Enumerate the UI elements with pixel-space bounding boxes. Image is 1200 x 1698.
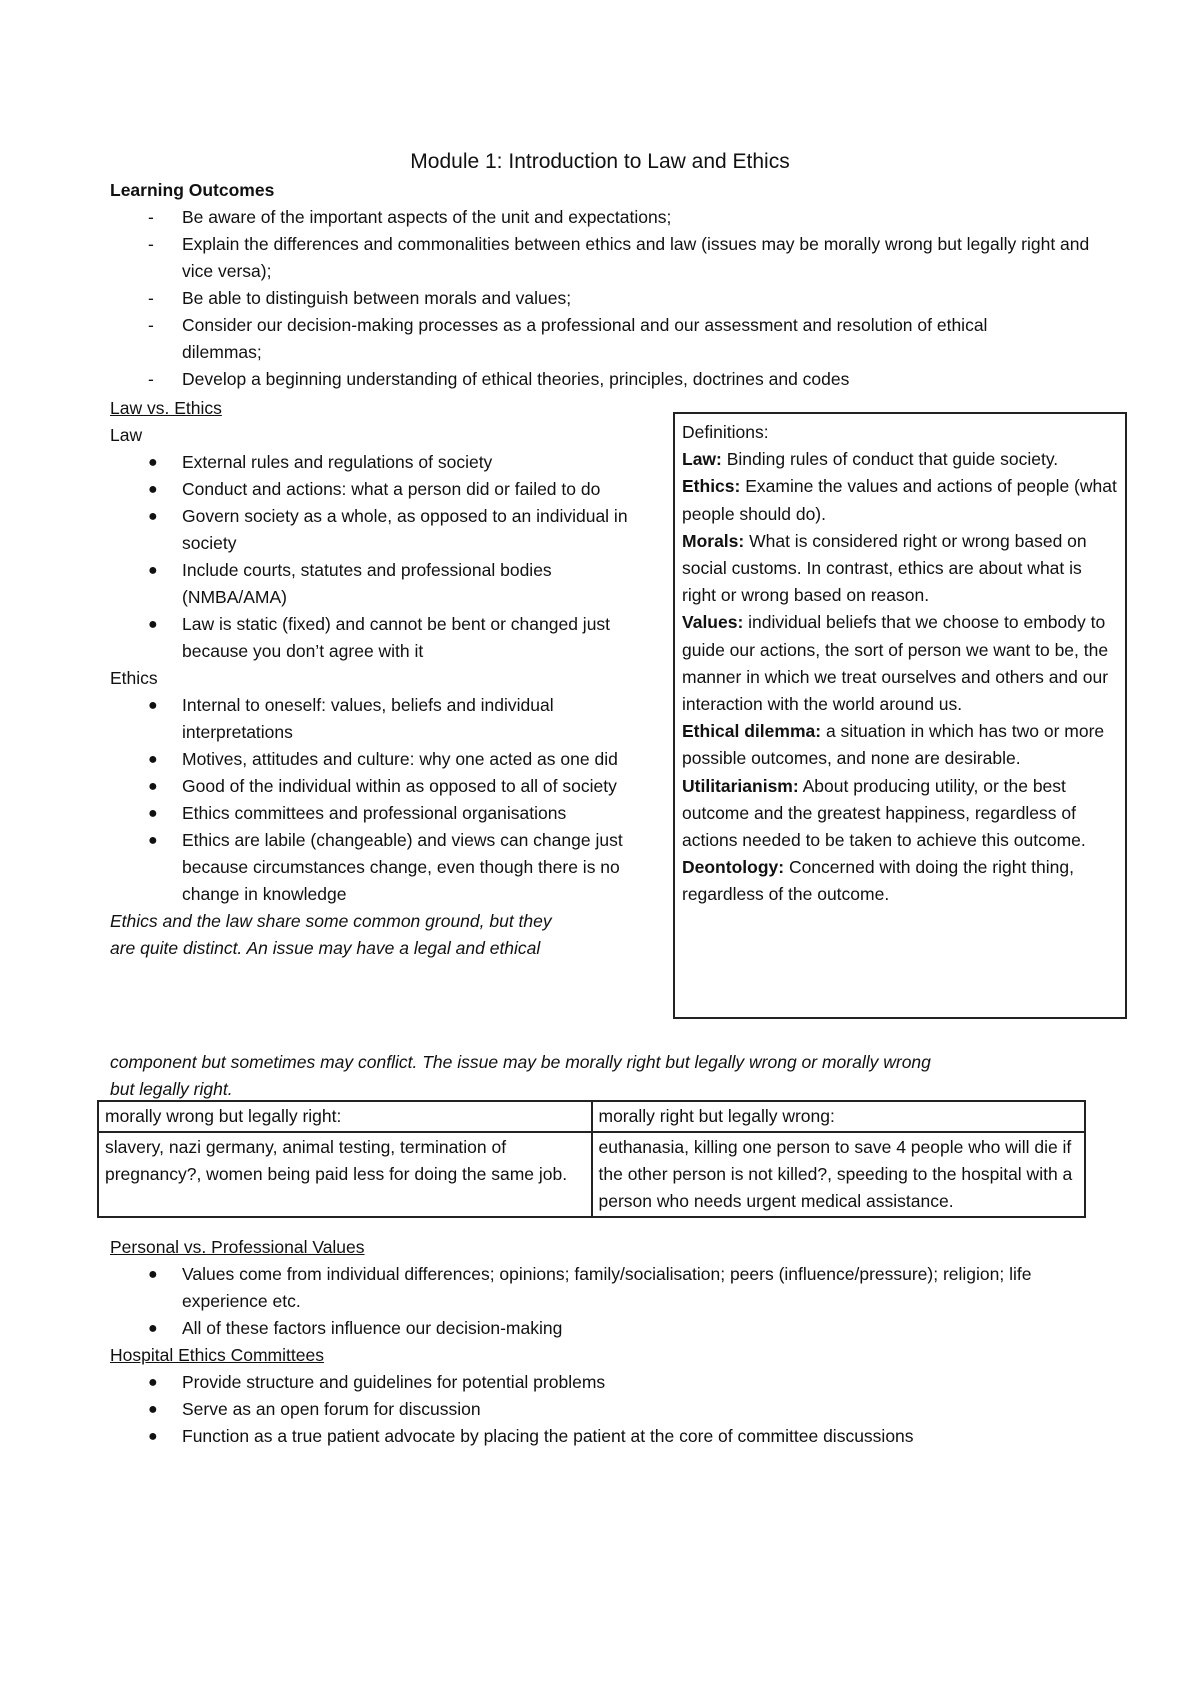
list-item: ● Ethics committees and professional organisations xyxy=(110,800,655,827)
list-item: ● Good of the individual within as opposed to all of society xyxy=(110,773,655,800)
table-cell: slavery, nazi germany, animal testing, termination of pregnancy?, women being paid less for doing the same job. xyxy=(98,1132,592,1217)
learning-outcomes-list xyxy=(110,204,1100,393)
list-item: ● External rules and regulations of society xyxy=(110,449,655,476)
definition-ethical-dilemma: Ethical dilemma: a situation in which has two or more possible outcomes, and none are desirable. xyxy=(682,721,1105,769)
bullet-icon: ● xyxy=(148,697,158,714)
definition-deontology: Deontology: Concerned with doing the right thing, regardless of the outcome. xyxy=(682,857,1074,905)
list-item: ● Conduct and actions: what a person did or failed to do xyxy=(110,476,655,503)
law-label: Law xyxy=(110,425,143,445)
list-item: ● All of these factors influence our decision-making xyxy=(110,1315,1100,1342)
bullet-icon: ● xyxy=(148,481,158,498)
bullet-icon: ● xyxy=(148,832,158,849)
definition-morals: Morals: What is considered right or wrong based on social customs. In contrast, ethics are about what is right or wrong based on reason. xyxy=(682,530,1087,606)
learning-outcomes-section xyxy=(110,177,1100,393)
law-list xyxy=(110,449,655,665)
table-row xyxy=(98,1132,1085,1217)
ethics-list xyxy=(110,692,655,908)
list-item: ● Law is static (fixed) and cannot be bent or changed just because you don’t agree with it xyxy=(110,611,655,665)
personal-values-section xyxy=(110,1234,1100,1450)
summary-line: Ethics and the law share some common ground, but they xyxy=(110,911,552,931)
table-header-cell: morally right but legally wrong: xyxy=(592,1101,1086,1132)
dash-icon: - xyxy=(148,288,154,308)
definition-ethics: Ethics: Examine the values and actions of people (what people should do). xyxy=(682,476,1117,524)
table-header-cell: morally wrong but legally right: xyxy=(98,1101,592,1132)
definition-values: Values: individual beliefs that we choose to embody to guide our actions, the sort of person we want to be, the manner in which we treat ourselves and others and our interaction with the world around us. xyxy=(682,612,1109,715)
list-item: ● Values come from individual differences; opinions; family/socialisation; peers (influence/pressure); religion; life experience etc. xyxy=(110,1261,1100,1315)
personal-values-heading: Personal vs. Professional Values xyxy=(110,1237,365,1257)
page-title: Module 1: Introduction to Law and Ethics xyxy=(410,150,790,173)
summary-line: but legally right. xyxy=(110,1079,233,1099)
definitions-box xyxy=(673,412,1127,1019)
definition-utilitarianism: Utilitarianism: About producing utility, or the best outcome and the greatest happiness, regardless of actions needed to be taken to achieve this outcome. xyxy=(682,775,1086,851)
personal-values-list xyxy=(110,1261,1100,1342)
hospital-committees-heading: Hospital Ethics Committees xyxy=(110,1345,324,1365)
list-item: - Be able to distinguish between morals and values; xyxy=(110,285,1100,312)
bullet-icon: ● xyxy=(148,616,158,633)
summary-line: are quite distinct. An issue may have a legal and ethical xyxy=(110,938,541,958)
list-item: - Develop a beginning understanding of ethical theories, principles, doctrines and codes xyxy=(110,366,1100,393)
bullet-icon: ● xyxy=(148,454,158,471)
bullet-icon: ● xyxy=(148,1374,158,1391)
list-item: ● Ethics are labile (changeable) and views can change just because circumstances change, even though there is no change in knowledge xyxy=(110,827,655,908)
definition-law: Law: Binding rules of conduct that guide society. xyxy=(682,449,1059,470)
hospital-committees-list xyxy=(110,1369,1100,1450)
list-item: ● Motives, attitudes and culture: why one acted as one did xyxy=(110,746,655,773)
list-item: ● Internal to oneself: values, beliefs and individual interpretations xyxy=(110,692,655,746)
list-item: ● Include courts, statutes and professional bodies (NMBA/AMA) xyxy=(110,557,655,611)
list-item: ● Function as a true patient advocate by placing the patient at the core of committee discussions xyxy=(110,1423,1100,1450)
list-item: ● Provide structure and guidelines for potential problems xyxy=(110,1369,1100,1396)
ethics-label: Ethics xyxy=(110,668,158,688)
bullet-icon: ● xyxy=(148,562,158,579)
bullet-icon: ● xyxy=(148,1320,158,1337)
summary-line: component but sometimes may conflict. The issue may be morally right but legally wrong or morally wrong xyxy=(110,1052,931,1072)
dash-icon: - xyxy=(148,369,154,389)
list-item: - Explain the differences and commonalities between ethics and law (issues may be morally wrong but legally right and vice versa); xyxy=(110,231,1100,285)
bullet-icon: ● xyxy=(148,1428,158,1445)
learning-outcomes-heading: Learning Outcomes xyxy=(110,180,275,200)
list-item: - Be aware of the important aspects of the unit and expectations; xyxy=(110,204,1100,231)
bullet-icon: ● xyxy=(148,805,158,822)
law-vs-ethics-heading: Law vs. Ethics xyxy=(110,398,222,418)
bullet-icon: ● xyxy=(148,508,158,525)
list-item: ● Govern society as a whole, as opposed to an individual in society xyxy=(110,503,655,557)
definitions-heading: Definitions: xyxy=(682,422,769,442)
bullet-icon: ● xyxy=(148,778,158,795)
table-cell: euthanasia, killing one person to save 4 people who will die if the other person is not killed?, speeding to the hospital with a person who needs urgent medical assistance. xyxy=(592,1132,1086,1217)
list-item: ● Serve as an open forum for discussion xyxy=(110,1396,1100,1423)
table-row xyxy=(98,1101,1085,1132)
morality-legality-table xyxy=(97,1100,1086,1218)
bullet-icon: ● xyxy=(148,751,158,768)
list-item: - Consider our decision-making processes as a professional and our assessment and resolution of ethical dilemmas; xyxy=(110,312,1100,366)
dash-icon: - xyxy=(148,207,154,227)
bullet-icon: ● xyxy=(148,1401,158,1418)
summary-continued xyxy=(110,1049,1110,1103)
bullet-icon: ● xyxy=(148,1266,158,1283)
law-vs-ethics-section xyxy=(110,395,655,962)
dash-icon: - xyxy=(148,315,154,335)
dash-icon: - xyxy=(148,234,154,254)
